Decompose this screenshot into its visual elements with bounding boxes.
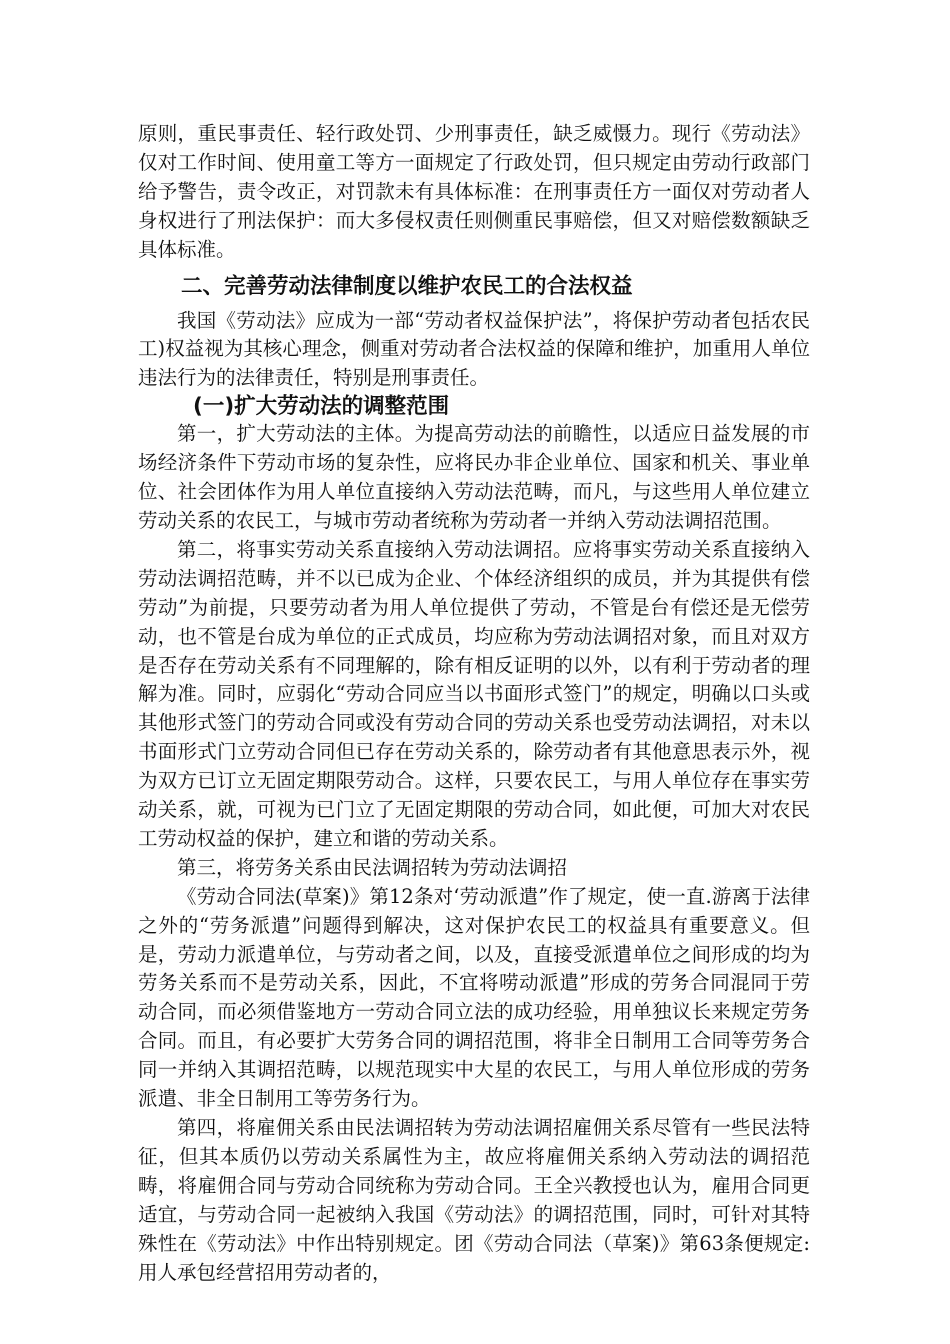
section-heading: 二、完善劳动法律制度以维护农民工的合法权益	[181, 273, 633, 299]
paragraph: 原则，重民事责任、轻行政处罚、少刑事责任，缺乏威慑力。现行《劳动法》仅对工作时间、使用童工等方一面规定了行政处罚，但只规定由劳动行政部门给予警告，责令改正，对罚款未有具体标准：在刑事责任方一面仅对劳动者人身权进行了刑法保护：而大多侵权责任则侧重民事赔偿，但又对赔偿数额缺乏具体标准。	[138, 122, 810, 261]
paragraph: 第二，将事实劳动关系直接纳入劳动法调招。应将事实劳动关系直接纳入劳动法调招范畴，并不以已成为企业、个体经济组织的成员，并为其提供有偿劳动”为前提，只要劳动者为用人单位提供了劳动，不管是台有偿还是无偿劳动，也不管是台成为单位的正式成员，均应称为劳动法调招对象，而且对双方是否存在劳动关系有不同理解的，除有相反证明的以外，以有利于劳动者的理解为准。同时，应弱化“劳动合同应当以书面形式签门”的规定，明确以口头或其他形式签门的劳动合同或没有劳动合同的劳动关系也受劳动法调招，对未以书面形式门立劳动合同但已存在劳动关系的，除劳动者有其他意思表示外，视为双方已订立无固定期限劳动合。这样，只要农民工，与用人单位存在事实劳动关系，就，可视为已门立了无固定期限的劳动合同，如此便，可加大对农民工劳动权益的保护，建立和谐的劳动关系。	[138, 537, 810, 850]
paragraph: 第一，扩大劳动法的主体。为提高劳动法的前瞻性，以适应日益发展的市场经济条件下劳动市场的复杂性，应将民办非企业单位、国家和机关、事业单位、社会团体作为用人单位直接纳入劳动法范畴，而凡，与这些用人单位建立劳动关系的农民工，与城市劳动者统称为劳动者一并纳入劳动法调招范围。	[138, 422, 810, 532]
document-page	[138, 120, 810, 1287]
paragraph: 第三，将劳务关系由民法调招转为劳动法调招	[177, 855, 568, 879]
paragraph: 第四，将雇佣关系由民法调招转为劳动法调招雇佣关系尽管有一些民法特征，但其本质仍以劳动关系属性为主，故应将雇佣关系纳入劳动法的调招范畴，将雇佣合同与劳动合同统称为劳动合同。王全兴教授也认为，雇用合同更适宜，与劳动合同一起被纳入我国《劳动法》的调招范围，同时，可针对其特殊性在《劳动法》中作出特别规定。团《劳动合同法（草案)》第63条便规定:用人承包经营招用劳动者的，	[138, 1116, 810, 1284]
paragraph: 我国《劳动法》应成为一部“劳动者权益保护法”，将保护劳动者包括农民工)权益视为其核心理念，侧重对劳动者合法权益的保障和维护，加重用人单位违法行为的法律责任，特别是刑事责任。	[138, 308, 810, 390]
subsection-heading: (一)扩大劳动法的调整范围	[193, 394, 450, 420]
paragraph: 《劳动合同法(草案)》第12条对‘劳动派遣”作了规定，使一直.游离于法律之外的“劳务派遣”问题得到解决，这对保护农民工的权益具有重要意义。但是，劳动力派遣单位，与劳动者之间，以及，直接受派遣单位之间形成的均为劳务关系而不是劳动关系，因此，不宜将唠动派遣”形成的劳务合同混同于劳动合同，而必须借鉴地方一劳动合同立法的成功经验，用单独议长来规定劳务合同。而且，有必要扩大劳务合同的调招范围，将非全日制用工合同等劳务合同一并纳入其调招范畴，以规范现实中大星的农民工，与用人单位形成的劳务派遣、非全日制用工等劳务行为。	[138, 884, 810, 1111]
